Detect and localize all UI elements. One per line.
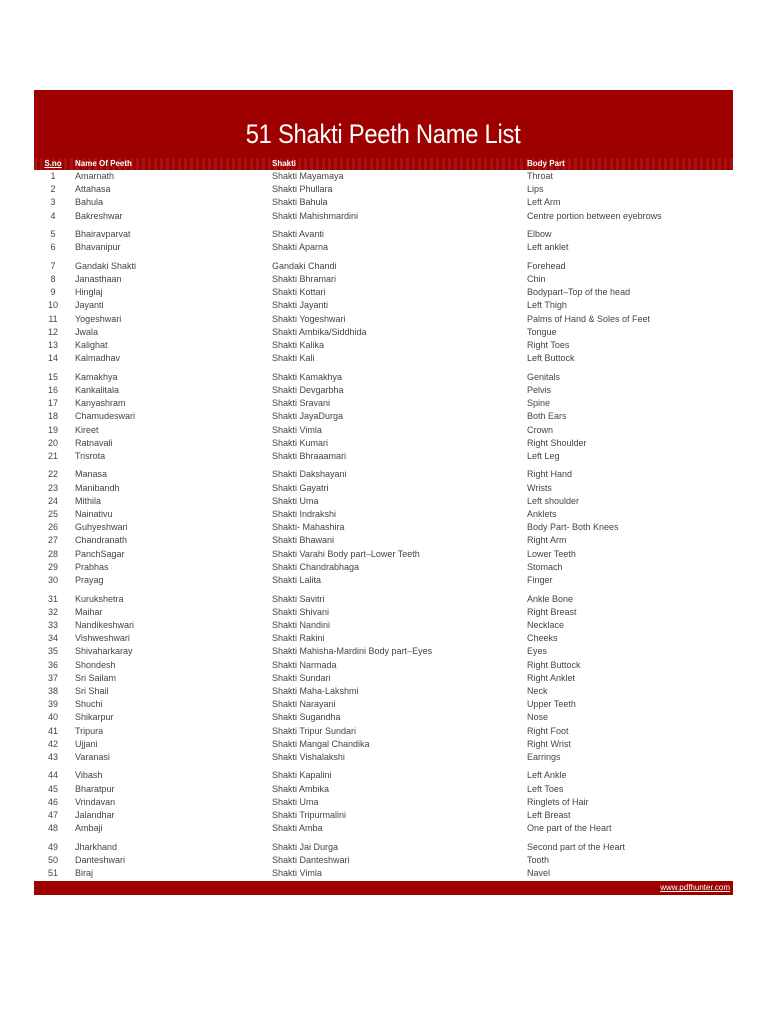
cell-peeth-name: Jwala [75,326,99,337]
cell-peeth-name: Chamudeswari [75,411,136,422]
cell-peeth-name: Maihar [75,606,103,617]
cell-peeth-name: Nainativu [75,509,113,519]
cell-body-part: Right Toes [527,340,570,350]
cell-body-part: Stomach [527,561,563,572]
cell-shakti: Shakti JayaDurga [272,411,344,422]
cell-body-part: Crown [527,424,554,435]
cell-peeth-name: Jalandhar [75,810,115,820]
cell-sno: 8 [50,274,56,284]
cell-body-part: Genitals [527,371,561,382]
header-name: Name Of Peeth [75,159,132,168]
cell-shakti: Shakti Bhawani [272,535,335,546]
cell-body-part: Anklets [527,509,557,519]
cell-sno: 19 [47,424,58,435]
cell-peeth-name: Ambaji [75,823,103,834]
cell-shakti: Shakti Aparna [272,242,329,253]
cell-body-part: Left Toes [527,783,564,794]
cell-body-part: Lower Teeth [527,548,576,559]
cell-sno: 23 [47,482,58,493]
cell-sno: 31 [47,593,58,604]
cell-shakti: Shakti Mayamaya [272,171,344,181]
cell-body-part: Left Leg [527,450,560,461]
cell-shakti: Shakti Kapalini [272,770,332,781]
cell-body-part: Right Arm [527,535,567,546]
cell-sno: 26 [47,522,58,533]
cell-body-part: Right Wrist [527,738,571,749]
cell-sno: 1 [50,171,56,181]
cell-body-part: Tooth [527,854,550,865]
cell-shakti: Shakti Bahula [272,197,328,208]
table-body [34,170,733,881]
cell-peeth-name: Yogeshwari [75,313,122,324]
cell-shakti: Shakti Vishalakshi [272,751,345,762]
cell-sno: 21 [47,450,58,461]
cell-shakti: Shakti Amba [272,823,323,834]
cell-shakti: Shakti Lalita [272,575,322,585]
cell-shakti: Shakti Varahi Body part–Lower Teeth [272,548,420,559]
cell-peeth-name: Jharkhand [75,841,118,852]
cell-shakti: Shakti Tripur Sundari [272,725,357,736]
cell-sno: 32 [47,606,58,617]
cell-body-part: Bodypart–Top of the head [527,287,631,298]
cell-body-part: Necklace [527,619,565,630]
cell-body-part: Navel [527,868,551,879]
cell-shakti: Shakti Bhraaamari [272,450,347,461]
cell-sno: 14 [47,353,58,364]
cell-sno: 50 [47,854,58,865]
cell-peeth-name: Manasa [75,469,108,480]
header-body-part: Body Part [527,159,565,168]
cell-body-part: Spine [527,398,551,409]
cell-peeth-name: Prayag [75,575,104,585]
cell-shakti: Shakti Narmada [272,659,337,670]
table-header [34,158,733,170]
cell-body-part: Wrists [527,482,552,493]
cell-peeth-name: Nandikeshwari [75,619,135,630]
cell-peeth-name: Bharatpur [75,783,115,794]
cell-shakti: Shakti Vimla [272,868,322,879]
cell-peeth-name: Bahula [75,197,104,208]
cell-body-part: Nose [527,712,549,723]
cell-shakti: Shakti Mahisha-Mardini Body part–Eyes [272,646,433,657]
cell-shakti: Shakti Kamakhya [272,371,343,382]
cell-body-part: Pelvis [527,384,552,395]
cell-peeth-name: Bakreshwar [75,210,123,221]
document-sheet [34,90,733,893]
cell-sno: 28 [47,548,58,559]
cell-sno: 9 [50,287,56,298]
cell-sno: 27 [47,535,58,546]
cell-peeth-name: Shuchi [75,699,103,710]
cell-shakti: Shakti Sugandha [272,712,341,723]
cell-shakti: Shakti Ambika [272,783,330,794]
cell-shakti: Shakti Mahishmardini [272,210,359,221]
cell-peeth-name: Kamakhya [75,371,118,382]
cell-shakti: Shakti Indrakshi [272,509,337,519]
cell-shakti: Shakti- Mahashira [272,522,345,533]
cell-peeth-name: Amarnath [75,171,115,181]
header-sno: S.no [44,159,62,168]
cell-body-part: Upper Teeth [527,699,576,710]
cell-body-part: Right Foot [527,725,569,736]
cell-peeth-name: Bhairavparvat [75,229,131,240]
cell-shakti: Shakti Devgarbha [272,384,344,395]
cell-shakti: Shakti Dakshayani [272,469,347,480]
cell-body-part: Left anklet [527,242,569,253]
cell-shakti: Shakti Yogeshwari [272,313,346,324]
cell-shakti: Shakti Mangal Chandika [272,738,370,749]
cell-sno: 29 [47,561,58,572]
cell-sno: 4 [50,210,56,221]
cell-peeth-name: Danteshwari [75,854,126,865]
cell-sno: 43 [47,751,58,762]
cell-body-part: Both Ears [527,411,567,422]
cell-sno: 45 [47,783,58,794]
cell-peeth-name: Varanasi [75,751,110,762]
cell-body-part: Tongue [527,326,557,337]
cell-shakti: Shakti Ambika/Siddhida [272,326,367,337]
cell-body-part: Body Part- Both Knees [527,522,619,533]
cell-body-part: Left Buttock [527,353,575,364]
footer-link[interactable]: www.pdfhunter.com [660,883,730,893]
cell-body-part: Right Breast [527,606,577,617]
cell-shakti: Shakti Kumari [272,437,329,448]
cell-sno: 46 [47,796,58,807]
cell-peeth-name: Ujjani [75,738,98,749]
cell-body-part: Left shoulder [527,495,580,506]
cell-peeth-name: Kanyashram [75,398,126,409]
footer-bar [34,881,733,895]
cell-shakti: Gandaki Chandi [272,260,337,271]
cell-peeth-name: PanchSagar [75,548,125,559]
cell-peeth-name: Biraj [75,868,94,879]
cell-sno: 13 [47,340,58,350]
cell-shakti: Shakti Maha-Lakshmi [272,685,359,696]
cell-peeth-name: Gandaki Shakti [75,260,137,271]
cell-shakti: Shakti Kalika [272,340,325,350]
cell-sno: 12 [47,326,58,337]
cell-peeth-name: Shivaharkaray [75,646,133,657]
cell-body-part: Lips [527,184,544,195]
cell-body-part: Eyes [527,646,548,657]
cell-body-part: Left Ankle [527,770,567,781]
cell-sno: 15 [47,371,58,382]
cell-peeth-name: Jayanti [75,300,104,311]
cell-body-part: Elbow [527,229,552,240]
cell-shakti: Shakti Danteshwari [272,854,350,865]
cell-body-part: Earrings [527,751,561,762]
cell-peeth-name: Ratnavali [75,437,113,448]
cell-body-part: Finger [527,575,553,585]
cell-peeth-name: Prabhas [75,561,109,572]
cell-sno: 2 [50,184,56,195]
cell-peeth-name: Vibash [75,770,103,781]
cell-shakti: Shakti Nandini [272,619,331,630]
cell-body-part: Cheeks [527,633,558,644]
cell-sno: 41 [47,725,58,736]
cell-peeth-name: Kalmadhav [75,353,121,364]
cell-sno: 40 [47,712,58,723]
cell-sno: 44 [47,770,58,781]
cell-peeth-name: Kireet [75,424,99,435]
cell-shakti: Shakti Shivani [272,606,330,617]
cell-peeth-name: Sri Shail [75,685,109,696]
cell-body-part: Palms of Hand & Soles of Feet [527,313,651,324]
cell-peeth-name: Shondesh [75,659,116,670]
cell-peeth-name: Janasthaan [75,274,122,284]
cell-peeth-name: Kalighat [75,340,108,350]
cell-shakti: Shakti Avanti [272,229,324,240]
cell-sno: 49 [47,841,58,852]
cell-shakti: Shakti Uma [272,796,319,807]
cell-peeth-name: Hinglaj [75,287,103,298]
cell-shakti: Shakti Jai Durga [272,841,339,852]
cell-sno: 34 [47,633,58,644]
cell-shakti: Shakti Vimla [272,424,322,435]
cell-body-part: One part of the Heart [527,823,612,834]
cell-body-part: Right Hand [527,469,573,480]
cell-body-part: Forehead [527,260,566,271]
cell-shakti: Shakti Savitri [272,593,325,604]
cell-peeth-name: Bhavanipur [75,242,121,253]
page-title: 51 Shakti Peeth Name List [246,119,521,149]
title-banner [34,90,733,158]
cell-peeth-name: Vrindavan [75,796,116,807]
cell-sno: 33 [47,619,58,630]
cell-peeth-name: Vishweshwari [75,633,130,644]
cell-sno: 24 [47,495,58,506]
cell-sno: 17 [47,398,58,409]
cell-body-part: Ankle Bone [527,593,574,604]
cell-shakti: Shakti Tripurmalini [272,810,347,820]
cell-sno: 36 [47,659,58,670]
cell-sno: 7 [50,260,56,271]
cell-sno: 39 [47,699,58,710]
cell-body-part: Left Thigh [527,300,567,311]
cell-sno: 11 [48,313,58,324]
cell-body-part: Centre portion between eyebrows [527,210,662,221]
cell-sno: 30 [47,575,58,585]
cell-peeth-name: Tripura [75,725,104,736]
header-shakti: Shakti [272,159,297,168]
cell-shakti: Shakti Phullara [272,184,333,195]
cell-body-part: Neck [527,685,548,696]
cell-body-part: Ringlets of Hair [527,796,589,807]
cell-sno: 35 [47,646,58,657]
cell-shakti: Shakti Narayani [272,699,336,710]
cell-body-part: Throat [527,171,554,181]
cell-shakti: Shakti Jayanti [272,300,329,311]
cell-shakti: Shakti Gayatri [272,482,329,493]
cell-sno: 37 [47,672,58,683]
cell-body-part: Right Anklet [527,672,576,683]
cell-body-part: Chin [527,274,546,284]
cell-body-part: Right Shoulder [527,437,587,448]
cell-sno: 51 [47,868,58,879]
cell-sno: 20 [47,437,58,448]
cell-sno: 22 [47,469,58,480]
cell-sno: 16 [47,384,58,395]
cell-body-part: Right Buttock [527,659,581,670]
cell-shakti: Shakti Kali [272,353,315,364]
cell-peeth-name: Mithila [75,495,102,506]
cell-shakti: Shakti Uma [272,495,319,506]
cell-shakti: Shakti Bhramari [272,274,337,284]
cell-peeth-name: Guhyeshwari [75,522,128,533]
cell-sno: 38 [47,685,58,696]
cell-shakti: Shakti Sravani [272,398,331,409]
cell-shakti: Shakti Sundari [272,672,331,683]
cell-peeth-name: Kankalitala [75,384,120,395]
cell-body-part: Second part of the Heart [527,841,626,852]
cell-shakti: Shakti Rakini [272,633,325,644]
cell-shakti: Shakti Kottari [272,287,326,298]
cell-sno: 47 [47,810,58,820]
cell-sno: 5 [50,229,56,240]
cell-sno: 25 [47,509,58,519]
cell-sno: 42 [47,738,58,749]
cell-shakti: Shakti Chandrabhaga [272,561,360,572]
cell-body-part: Left Arm [527,197,561,208]
cell-sno: 48 [47,823,58,834]
cell-peeth-name: Shikarpur [75,712,114,723]
cell-sno: 18 [47,411,58,422]
cell-peeth-name: Trisrota [75,450,106,461]
cell-peeth-name: Attahasa [75,184,111,195]
cell-peeth-name: Chandranath [75,535,128,546]
cell-peeth-name: Manibandh [75,482,120,493]
cell-sno: 10 [47,300,58,311]
cell-peeth-name: Sri Sailam [75,672,117,683]
cell-peeth-name: Kurukshetra [75,593,124,604]
cell-sno: 6 [50,242,56,253]
cell-body-part: Left Breast [527,810,571,820]
cell-sno: 3 [50,197,56,208]
